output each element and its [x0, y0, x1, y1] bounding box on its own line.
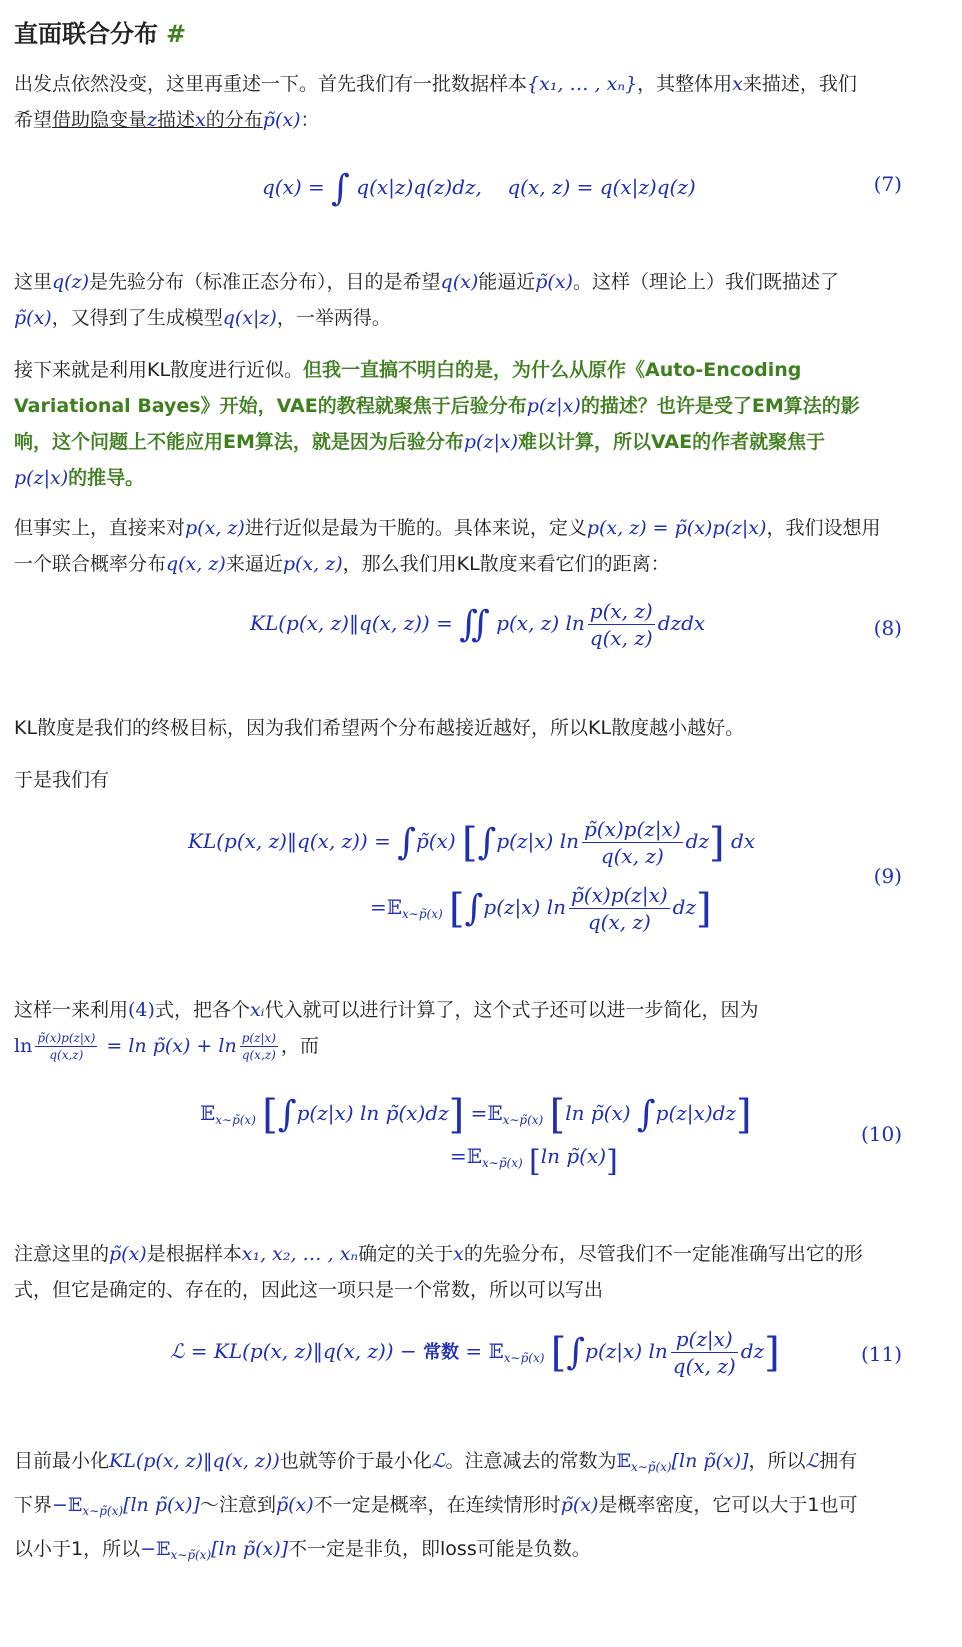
paragraph-lower-bound: 目前最小化KL(p(x, z)‖q(x, z))也就等价于最小化ℒ。注意减去的常数为𝔼$_{x\sim p̃(x)}$[ln p̃(x)]，所以ℒ拥有 下界−𝔼$_{x\sim p̃(x)}$[ln p̃(x)]～注意到p̃(x)不一定是概率，在连续情形时p̃(x)是概率密度，它可以大于1也可 以小于1，所以−𝔼$_{x\sim p̃(x)}$[ln p̃(x)]不一定是非负，即loss可能是负数。: [14, 1450, 858, 1562]
anchor-link[interactable]: #: [166, 20, 187, 48]
equation-9: KL(p(x, z)‖q(x, z)) = ∫p̃(x) [∫p(z|x) ln $\frac{p̃(x)p(z|x)}{q(x, z)}$ dz] dx =𝔼$_{x\sim p̃(x)}$ [∫p(z|x) ln $\frac{p̃(x)p(z|x)}{q(x, z)}$ dz] (9): [188, 817, 902, 934]
equation-11: ℒ = KL(p(x, z)‖q(x, z)) − 常数 = 𝔼$_{x\sim p̃(x)}$ [∫p(z|x) ln $\frac{p(z|x)}{q(x, z)}$ dz] (11): [170, 1327, 902, 1378]
paragraph-joint: 但事实上，直接来对p(x, z)进行近似是最为干脆的。具体来说，定义p(x, z) = p̃(x)p(z|x)，我们设想用 一个联合概率分布q(x, z)来逼近p(x, z)，那么我们用KL散度来看它们的距离：: [14, 517, 881, 575]
paragraph-kl-approx: 接下来就是利用KL散度进行近似。但我一直搞不明白的是，为什么从原作《Auto-Encoding Variational Bayes》开始，VAE的教程就聚焦于后验分布p(z|x)的描述？也许是受了EM算法的影 响，这个问题上不能应用EM算法，就是因为后验分布p(z|x)难以计算，所以VAE的作者就聚焦于 p(z|x)的推导。: [14, 359, 860, 489]
paragraph-prior: 这里q(z)是先验分布（标准正态分布），目的是希望q(x)能逼近p̃(x)。这样（理论上）我们既描述了 p̃(x)，又得到了生成模型q(x|z)，一举两得。: [14, 271, 839, 329]
paragraph-simplify: 这样一来利用(4)式，把各个xᵢ代入就可以进行计算了，这个式子还可以进一步简化，因为 ln $\frac{p̃(x)p(z|x)}{q(x,z)}$ = ln p̃(x) + ln $\frac{p(z|x)}{q(x,z)}$ ，而: [14, 999, 759, 1062]
hidden-variable-link[interactable]: 借助隐变量z描述x的分布: [52, 109, 263, 131]
equation-10: 𝔼$_{x\sim p̃(x)}$ [∫p(z|x) ln p̃(x)dz] =𝔼$_{x\sim p̃(x)}$ [ln p̃(x) ∫p(z|x)dz] =𝔼$_{x\sim p̃(x)}$ [ln p̃(x)] (10): [200, 1092, 902, 1179]
section-title: 直面联合分布 #: [14, 20, 187, 48]
paragraph-kl-goal: KL散度是我们的终极目标，因为我们希望两个分布越接近越好，所以KL散度越小越好。: [14, 717, 745, 739]
paragraph-prior-const: 注意这里的p̃(x)是根据样本x₁, x₂, … , xₙ确定的关于x的先验分布，尽管我们不一定能准确写出它的形 式，但它是确定的、存在的，因此这一项只是一个常数，所以可以写出: [14, 1243, 863, 1301]
equation-7: q(x) = ∫ q(x|z)q(z)dz, q(x, z) = q(x|z)q(z) (7): [262, 168, 902, 209]
equation-8: KL(p(x, z)‖q(x, z)) = ∬ p(x, z) ln $\frac{p(x, z)}{q(x, z)}$ dzdx (8): [250, 599, 902, 650]
paragraph-intro: 出发点依然没变，这里再重述一下。首先我们有一批数据样本{x₁, … , xₙ}，其整体用x来描述，我们 希望借助隐变量z描述x的分布p̃(x)：: [14, 73, 857, 131]
paragraph-so-we-have: 于是我们有: [14, 769, 110, 791]
